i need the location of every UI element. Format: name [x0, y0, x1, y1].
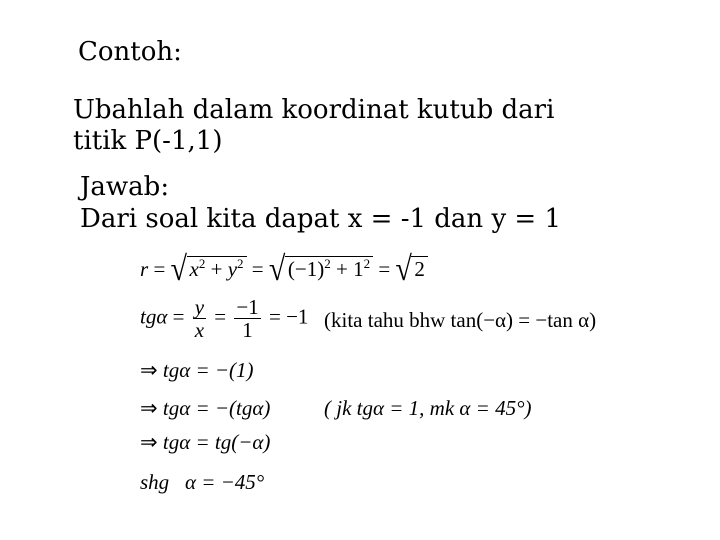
implies-arrow: ⇒ — [140, 358, 158, 382]
note-45: ( jk tgα = 1, mk α = 45°) — [324, 396, 532, 420]
sqrt-two: √ 2 — [395, 256, 428, 282]
step-3: ⇒ tgα = −(1) — [140, 358, 254, 382]
sqrt-values: √ $(-1)^2 + 1^2$ — [269, 256, 373, 282]
answer-label: Jawab: — [80, 172, 170, 202]
heading: Contoh: — [78, 37, 182, 67]
step-r: r = √ $x^2 + y^2$ = √ $(-1)^2 + 1^2$ = √ 2 — [140, 256, 428, 282]
step-5: ⇒ tgα = tg(−α) — [140, 430, 271, 454]
frac-values: $\frac{-1}{1}$ — [236, 295, 259, 342]
step-6: shg α = −45° — [140, 470, 265, 494]
implies-arrow: ⇒ — [140, 396, 158, 420]
sqrt-xy: √ $x^2 + y^2$ — [171, 256, 247, 282]
answer-given: Dari soal kita dapat x = -1 dan y = 1 — [80, 204, 561, 234]
problem-line-1: Ubahlah dalam koordinat kutub dari — [73, 95, 555, 125]
implies-arrow: ⇒ — [140, 430, 158, 454]
r-symbol: r — [140, 257, 149, 281]
step-tg: tgα = $\frac{y}{x}$ = $\frac{-1}{1}$ = −1 — [140, 295, 309, 342]
problem-line-2: titik P(-1,1) — [73, 126, 223, 156]
step-4: ⇒ tgα = −(tgα) — [140, 396, 271, 420]
note-tan: (kita tahu bhw tan(−α) = −tan α) — [324, 308, 597, 332]
frac-y-over-x: $\frac{y}{x}$ — [194, 295, 205, 342]
